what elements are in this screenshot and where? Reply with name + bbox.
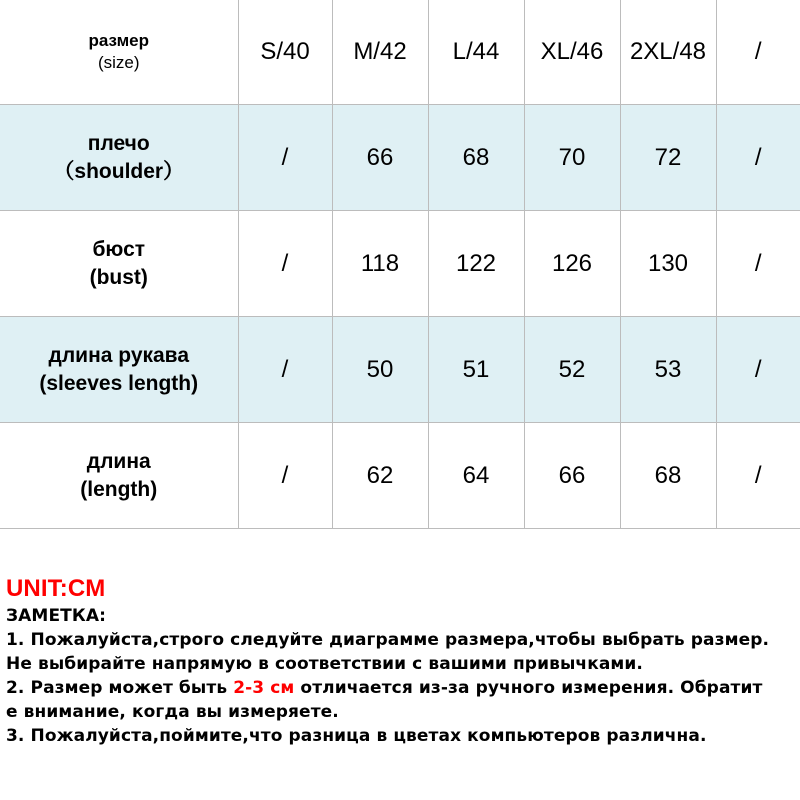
size-header-cell: / xyxy=(716,0,800,105)
table-cell: 122 xyxy=(428,211,524,317)
table-row-bust xyxy=(0,211,800,317)
table-cell: / xyxy=(238,423,332,529)
table-cell: / xyxy=(238,211,332,317)
row-label-cell xyxy=(0,211,238,317)
size-label-en: (size) xyxy=(97,53,140,72)
row-label-en: (bust) xyxy=(89,265,148,289)
table-header-row xyxy=(0,0,800,105)
table-cell: 66 xyxy=(524,423,620,529)
notes-section xyxy=(6,574,798,748)
table-cell: 52 xyxy=(524,317,620,423)
table-cell: 126 xyxy=(524,211,620,317)
table-row-length xyxy=(0,423,800,529)
row-label-ru: длина рукава xyxy=(48,343,189,367)
size-label-cell xyxy=(0,0,238,105)
table-cell: / xyxy=(716,423,800,529)
row-label-cell xyxy=(0,423,238,529)
table-cell: 64 xyxy=(428,423,524,529)
size-label-ru: размер xyxy=(88,31,149,50)
table-cell: 62 xyxy=(332,423,428,529)
row-label-en: (length) xyxy=(80,477,158,501)
table-cell: 70 xyxy=(524,105,620,211)
notes-heading: ЗАМЕТКА: xyxy=(6,606,107,626)
table-cell: / xyxy=(238,317,332,423)
size-header-cell: XL/46 xyxy=(524,0,620,105)
note-line-2-post: отличается из-за ручного измерения. Обратит xyxy=(294,678,763,698)
size-header-cell: L/44 xyxy=(428,0,524,105)
table-cell: / xyxy=(716,317,800,423)
table-row-shoulder xyxy=(0,105,800,211)
table-row-sleeves-length xyxy=(0,317,800,423)
table-cell: 118 xyxy=(332,211,428,317)
table-cell: 51 xyxy=(428,317,524,423)
note-line-2b: е внимание, когда вы измеряете. xyxy=(6,702,339,722)
table-cell: / xyxy=(716,211,800,317)
unit-label: UNIT:CM xyxy=(6,575,106,602)
note-line-1b: Не выбирайте напрямую в соответствии с вашими привычками. xyxy=(6,654,643,674)
table-cell: 68 xyxy=(428,105,524,211)
table-cell: 50 xyxy=(332,317,428,423)
size-header-cell: M/42 xyxy=(332,0,428,105)
table-cell: / xyxy=(716,105,800,211)
table-cell: 130 xyxy=(620,211,716,317)
size-header-cell: 2XL/48 xyxy=(620,0,716,105)
table-cell: / xyxy=(238,105,332,211)
table-cell: 72 xyxy=(620,105,716,211)
note-line-2 xyxy=(6,676,798,700)
row-label-ru: бюст xyxy=(92,237,146,261)
row-label-en: (sleeves length) xyxy=(39,371,199,395)
row-label-cell xyxy=(0,317,238,423)
note-line-2-pre: 2. Размер может быть xyxy=(6,678,234,698)
table-cell: 53 xyxy=(620,317,716,423)
table-cell: 68 xyxy=(620,423,716,529)
size-header-cell: S/40 xyxy=(238,0,332,105)
note-line-2-highlight: 2-3 см xyxy=(233,678,295,698)
row-label-cell xyxy=(0,105,238,211)
table-cell: 66 xyxy=(332,105,428,211)
row-label-ru: длина xyxy=(86,449,151,473)
note-line-3: 3. Пожалуйста,поймите,что разница в цветах компьютеров различна. xyxy=(6,726,707,746)
row-label-ru: плечо xyxy=(87,131,150,155)
note-line-1: 1. Пожалуйста,строго следуйте диаграмме размера,чтобы выбрать размер. xyxy=(6,630,770,650)
row-label-en: （shoulder） xyxy=(53,159,185,183)
